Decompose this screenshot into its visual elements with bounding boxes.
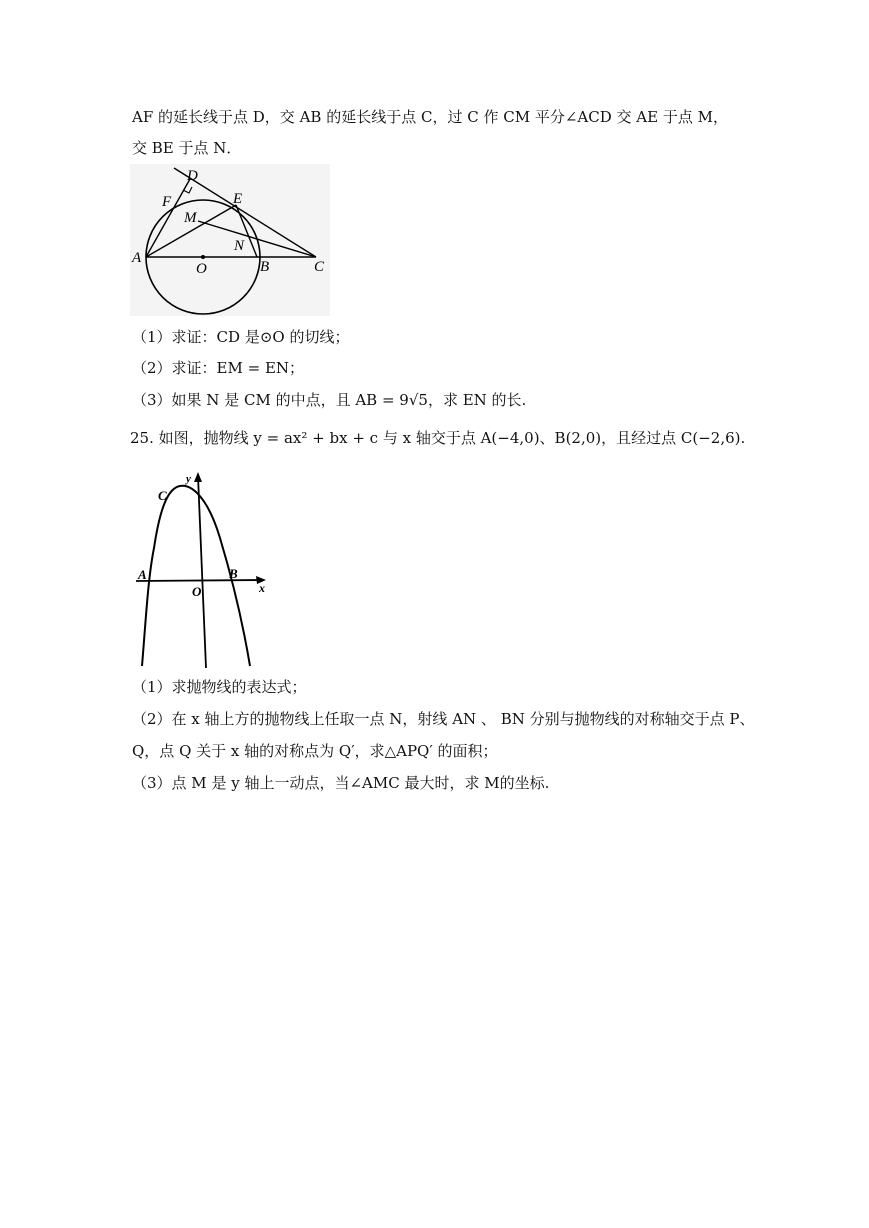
label-o: O	[192, 584, 202, 599]
label-x: x	[259, 581, 265, 595]
q25-parabola-figure	[132, 468, 272, 672]
label-c: C	[314, 259, 325, 275]
q24-part3: （3）如果 N 是 CM 的中点，且 AB = 9√5，求 EN 的长.	[132, 391, 527, 409]
label-o: O	[196, 261, 207, 277]
label-m: M	[184, 210, 197, 226]
label-f: F	[162, 194, 172, 210]
q25-part3: （3）点 M 是 y 轴上一动点，当∠AMC 最大时，求 M的坐标.	[132, 774, 550, 792]
q24-part1: （1）求证：CD 是⊙O 的切线；	[132, 328, 350, 346]
x-axis	[136, 580, 264, 581]
label-b: B	[260, 259, 270, 275]
y-axis	[198, 476, 206, 668]
center-dot	[201, 255, 205, 259]
label-a: A	[132, 250, 142, 266]
label-e: E	[233, 191, 243, 207]
q24-part2: （2）求证：EM = EN；	[132, 359, 305, 377]
y-axis-arrow	[194, 472, 202, 482]
q25-part2-line1: （2）在 x 轴上方的抛物线上任取一点 N，射线 AN 、 BN 分别与抛物线的对称轴交于点 P、	[132, 710, 755, 728]
q25-part1: （1）求抛物线的表达式；	[132, 678, 307, 696]
label-d: D	[187, 168, 198, 184]
label-b: B	[229, 566, 238, 581]
label-a: A	[138, 567, 147, 582]
q25-stem: 25. 如图，抛物线 y = ax² + bx + c 与 x 轴交于点 A(−4,0)、B(2,0)，且经过点 C(−2,6).	[130, 429, 746, 447]
label-c: C	[158, 488, 167, 503]
q24-text-line2: 交 BE 于点 N．	[132, 139, 242, 157]
q24-text-line1: AF 的延长线于点 D，交 AB 的延长线于点 C，过 C 作 CM 平分∠ACD 交 AE 于点 M，	[132, 108, 728, 126]
label-n: N	[234, 238, 245, 254]
q24-circle-figure	[130, 164, 330, 316]
label-y: y	[186, 473, 191, 485]
q25-part2-line2: Q，点 Q 关于 x 轴的对称点为 Q′，求△APQ′ 的面积；	[132, 742, 498, 760]
